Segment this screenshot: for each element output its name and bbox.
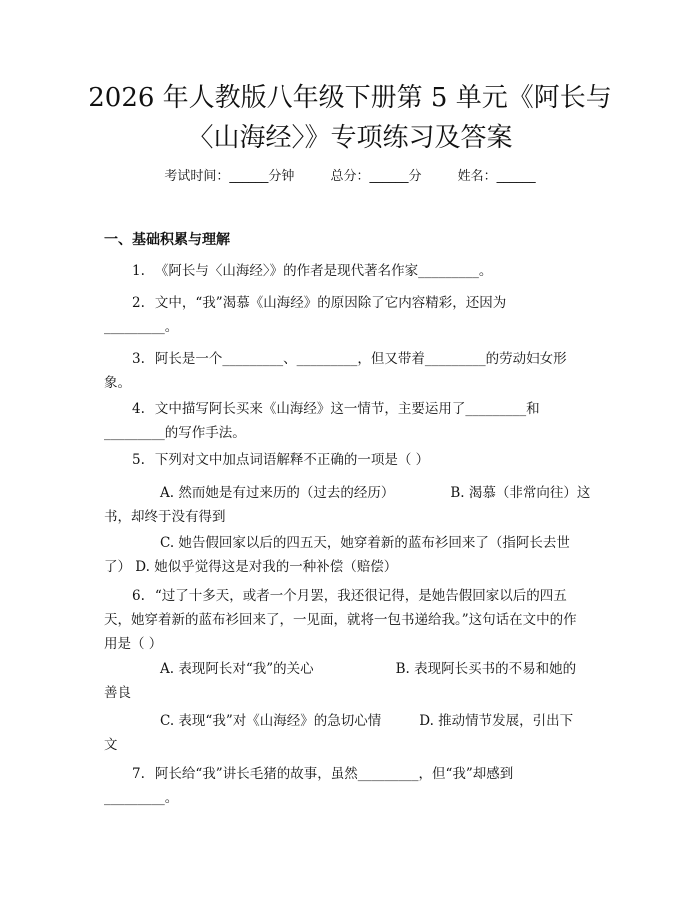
question-text: 阿长给“我”讲长毛猪的故事，虽然_________，但“我”却感到 (154, 766, 514, 782)
question-6 (104, 584, 598, 656)
question-text: 文中，“我”渴慕《山海经》的原因除了它内容精彩，还因为 (154, 295, 507, 311)
exam-time-field: 考试时间：______分钟 (164, 169, 295, 184)
question-number: 1. (132, 263, 145, 279)
question-number: 2. (132, 295, 145, 311)
question-2 (104, 291, 598, 339)
question-text-cont: _________。 (104, 790, 179, 806)
question-text: 《阿长与〈山海经〉》的作者是现代著名作家_________。 (154, 263, 493, 279)
question-3 (104, 347, 598, 395)
question-text: 下列对文中加点词语解释不正确的一项是（ ） (154, 452, 430, 468)
question-number: 6. (132, 588, 145, 604)
total-score-field: 总分：______分 (330, 169, 422, 184)
question-number: 7. (132, 766, 145, 782)
title-line-2: 〈山海经〉》专项练习及答案 (187, 123, 513, 153)
question-5-options-ab (104, 481, 598, 529)
question-text: 文中描写阿长买来《山海经》这一情节，主要运用了_________和 (154, 401, 540, 417)
question-text-cont: _________。 (104, 319, 179, 335)
question-text-cont: 天，她穿着新的蓝布衫回来了，一见面，就将一包书递给我。”这句话在文中的作 (104, 612, 577, 628)
question-5-options-cd (104, 531, 598, 579)
option-b-cont: 书，却终于没有得到 (104, 509, 226, 525)
question-text-cont: 象。 (104, 375, 131, 391)
question-4 (104, 397, 598, 445)
question-text: 阿长是一个_________、_________，但又带着_________的劳动妇女形 (154, 351, 567, 367)
question-6-options-cd (104, 709, 598, 757)
question-number: 4. (132, 401, 145, 417)
section-heading: 一、基础积累与理解 (104, 232, 230, 248)
question-text: “过了十多天，或者一个月罢，我还很记得，是她告假回家以后的四五 (154, 588, 567, 604)
exam-meta (0, 166, 700, 188)
question-5 (104, 448, 598, 472)
question-number: 5. (132, 452, 145, 468)
question-text-cont: _________的写作手法。 (104, 425, 246, 441)
option-b: B. 渴慕（非常向往）这 (450, 485, 591, 501)
question-text-cont: 用是（ ） (104, 636, 163, 652)
title-line-1: 2026 年人教版八年级下册第 5 单元《阿长与 (88, 83, 612, 113)
question-number: 3. (132, 351, 145, 367)
option-a: A. 表现阿长对“我”的关心 (160, 661, 314, 677)
option-d-cont: 文 (104, 737, 118, 753)
student-name-field: 姓名：______ (457, 169, 536, 184)
option-a: A. 然而她是有过来历的（过去的经历） (160, 485, 395, 501)
option-c-cont: 了） (104, 559, 131, 575)
option-d: D. 推动情节发展，引出下 (419, 713, 574, 729)
option-c: C. 表现“我”对《山海经》的急切心情 (160, 713, 382, 729)
question-6-options-ab (104, 657, 598, 705)
page-title (60, 78, 640, 158)
option-b: B. 表现阿长买书的不易和她的 (395, 661, 577, 677)
option-d: D. 她似乎觉得这是对我的一种补偿（赔偿） (135, 559, 398, 575)
question-1 (104, 259, 598, 283)
question-7 (104, 762, 598, 810)
option-b-cont: 善良 (104, 685, 131, 701)
option-c: C. 她告假回家以后的四五天，她穿着新的蓝布衫回来了（指阿长去世 (160, 535, 570, 551)
